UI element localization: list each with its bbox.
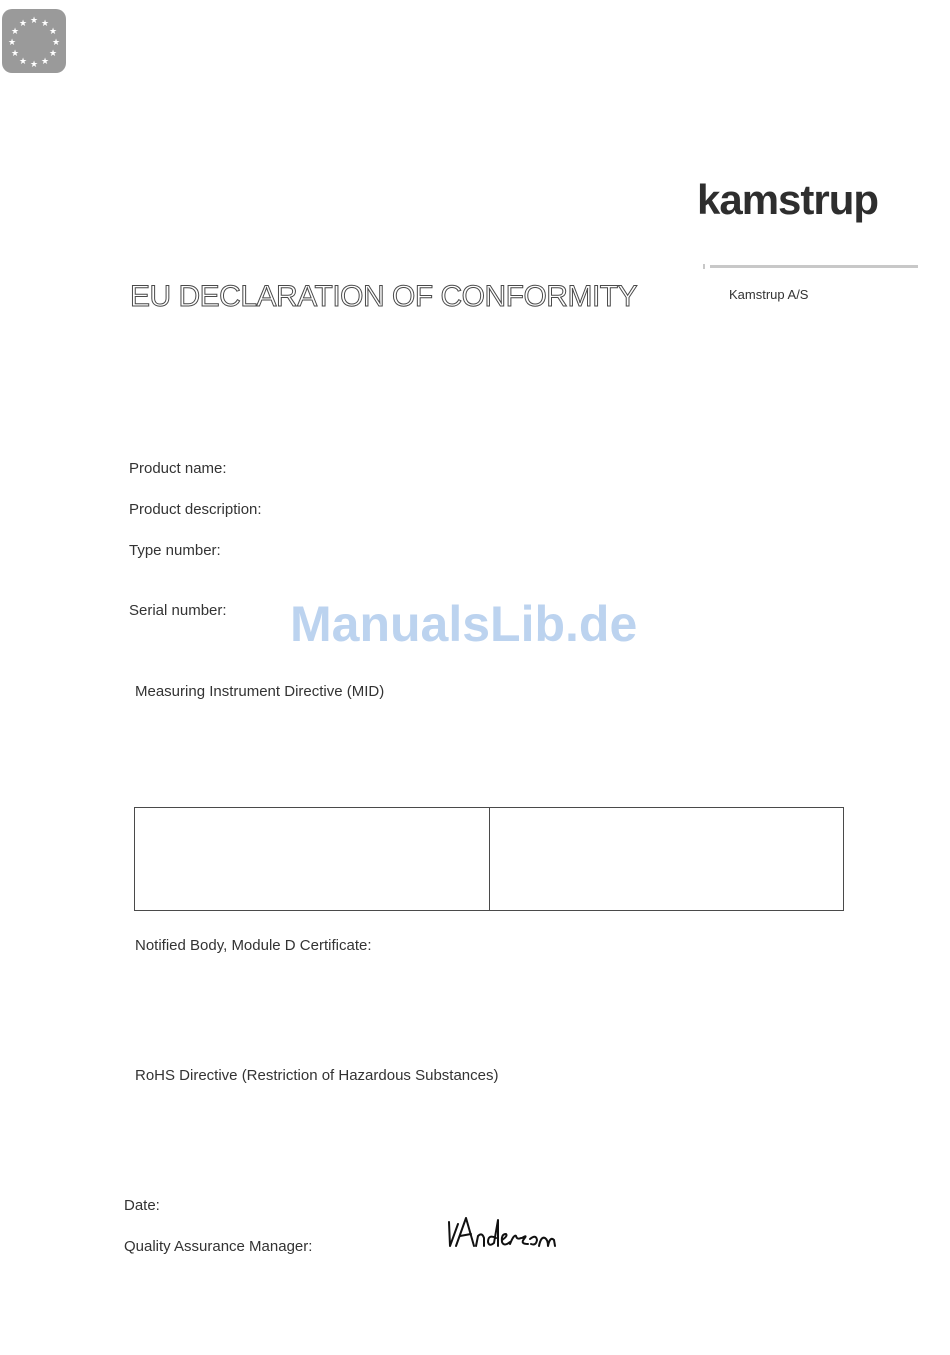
svg-text:★: ★ <box>29 16 39 26</box>
svg-text:★: ★ <box>40 57 50 67</box>
type-number-label: Type number: <box>129 542 221 559</box>
svg-text:★: ★ <box>40 19 50 29</box>
company-name: Kamstrup A/S <box>729 287 809 302</box>
document-title: EU DECLARATION OF CONFORMITY <box>130 280 638 313</box>
svg-text:★: ★ <box>29 60 39 70</box>
svg-text:★: ★ <box>7 38 17 48</box>
certificate-cell-left <box>135 808 489 910</box>
watermark: ManualsLib.de <box>290 596 638 652</box>
product-description-label: Product description: <box>129 501 262 518</box>
logo-divider <box>710 265 918 268</box>
notified-body-label: Notified Body, Module D Certificate: <box>135 937 372 954</box>
date-label: Date: <box>124 1197 160 1214</box>
svg-text:★: ★ <box>18 57 28 67</box>
certificate-cell-right <box>489 808 844 910</box>
svg-text:★: ★ <box>10 49 20 59</box>
logo-divider-tick <box>703 264 705 269</box>
svg-text:★: ★ <box>10 27 20 37</box>
signature <box>444 1212 559 1259</box>
handwritten-signature-icon <box>444 1212 559 1254</box>
svg-text:★: ★ <box>48 27 58 37</box>
qa-manager-label: Quality Assurance Manager: <box>124 1238 313 1255</box>
rohs-section-heading: RoHS Directive (Restriction of Hazardous Substances) <box>135 1067 499 1084</box>
serial-number-label: Serial number: <box>129 602 227 619</box>
svg-text:★: ★ <box>18 19 28 29</box>
eu-flag-badge <box>2 9 66 73</box>
svg-text:★: ★ <box>51 38 61 48</box>
mid-section-heading: Measuring Instrument Directive (MID) <box>135 683 385 700</box>
eu-stars-icon <box>2 9 66 73</box>
kamstrup-logo: kamstrup <box>697 176 879 223</box>
svg-text:★: ★ <box>48 49 58 59</box>
product-name-label: Product name: <box>129 460 227 477</box>
certificate-table <box>134 807 844 911</box>
